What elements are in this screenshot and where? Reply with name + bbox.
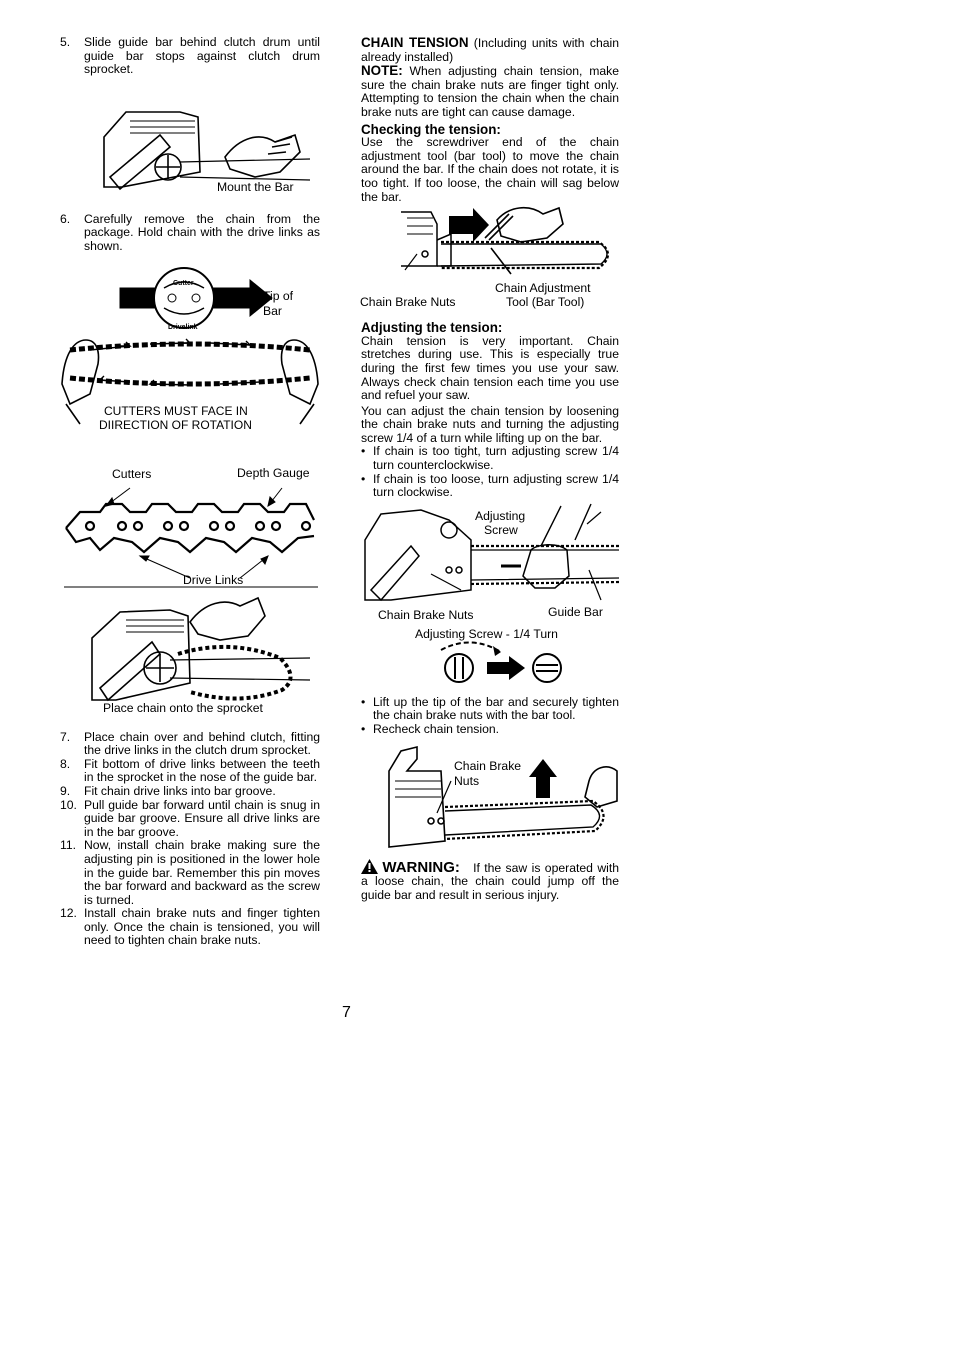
step-number: 9. xyxy=(60,783,71,798)
bullet-text: If chain is too tight, turn adjusting screw 1/4 turn counterclockwise. xyxy=(373,444,619,473)
chain-tension-title: CHAIN TENSION xyxy=(361,35,469,50)
depth-gauge-label: Depth Gauge xyxy=(237,465,310,480)
steps-list xyxy=(60,731,320,949)
bullet-text: Recheck chain tension. xyxy=(373,722,500,737)
cutters-label: Cutters xyxy=(112,466,152,481)
step-8 xyxy=(60,758,320,785)
tip-of-bar-label-line1: Tip of xyxy=(263,288,294,303)
cutters-face-label-line1: CUTTERS MUST FACE IN xyxy=(104,403,248,418)
guide-bar-label: Guide Bar xyxy=(548,604,603,619)
adjusting-title: Adjusting the tension: xyxy=(361,320,503,336)
mount-bar-caption: Mount the Bar xyxy=(217,179,294,194)
step-number: 12. xyxy=(60,906,77,921)
sprocket-caption: Place chain onto the sprocket xyxy=(103,700,263,715)
bullet-too-loose xyxy=(361,473,619,500)
adjusting-paragraph-1: Chain tension is very important. Chain stretches during use. This is especially true during the first few times you use your saw. Always check chain tension each time you use and refuel your saw. xyxy=(361,333,619,403)
bullet-text: If chain is too loose, turn adjusting screw 1/4 turn clockwise. xyxy=(373,471,619,500)
step-number: 6. xyxy=(60,211,71,226)
lift-brake-nuts-label-line2: Nuts xyxy=(454,773,480,788)
step-5 xyxy=(60,36,320,77)
step-number: 10. xyxy=(60,797,77,812)
bullet-too-tight xyxy=(361,445,619,472)
sprocket-figure xyxy=(60,588,320,726)
page-number: 7 xyxy=(342,1004,351,1021)
bullet-dot: • xyxy=(361,471,366,486)
step-11 xyxy=(60,839,320,907)
check-brake-nuts-label: Chain Brake Nuts xyxy=(360,295,456,310)
check-tension-figure xyxy=(361,204,619,320)
right-column xyxy=(361,36,619,902)
adj-brake-nuts-label: Chain Brake Nuts xyxy=(378,607,474,622)
step-text: Place chain over and behind clutch, fitting the drive links in the clutch drum sprocket. xyxy=(84,729,320,758)
step-9 xyxy=(60,785,320,799)
chain-tension-subtitle: (Including units with chain already installed) xyxy=(361,36,619,64)
step-text: Fit chain drive links into bar groove. xyxy=(84,783,276,798)
cutters-face-label-line2: DIIRECTION OF ROTATION xyxy=(99,417,252,432)
step-text: Carefully remove the chain from the package. Hold chain with the drive links as shown. xyxy=(84,211,320,253)
step-number: 5. xyxy=(60,35,71,49)
quarter-turn-label: Adjusting Screw - 1/4 Turn xyxy=(415,626,558,641)
chain-links-figure xyxy=(60,460,320,588)
tip-of-bar-label-line2: Bar xyxy=(263,303,282,318)
warning-label: WARNING: xyxy=(382,858,460,876)
warning-paragraph xyxy=(361,859,619,903)
note-text: When adjusting chain tension, make sure the chain brake nuts are finger tight only. Attempting to tension the chain when the chain brake nuts are tight can cause damage. xyxy=(361,64,620,119)
note-paragraph xyxy=(361,64,619,119)
step-text: Fit bottom of drive links between the teeth in the sprocket in the nose of the guide bar. xyxy=(84,756,320,785)
adjust-screw-figure xyxy=(361,500,619,696)
step-12 xyxy=(60,907,320,948)
step-10 xyxy=(60,799,320,840)
adjusting-paragraph-2: You can adjust the chain tension by loosening the chain brake nuts and turning the adjusting screw 1/4 of a turn while lifting up on the bar. xyxy=(361,403,619,445)
warning-triangle-icon xyxy=(361,859,378,874)
adj-tool-label-line1: Chain Adjustment xyxy=(495,281,591,296)
step-number: 11. xyxy=(60,838,77,853)
bullet-dot: • xyxy=(361,444,366,459)
drivelink-label: Drivelink xyxy=(168,323,198,331)
checking-title: Checking the tension: xyxy=(361,121,501,137)
adj-screw-label-line2: Screw xyxy=(484,522,518,537)
cutter-label: Cutter xyxy=(173,279,194,287)
lift-brake-nuts-label-line1: Chain Brake xyxy=(454,758,522,773)
left-column xyxy=(60,36,320,948)
mount-bar-figure xyxy=(60,77,320,203)
warning-text: If the saw is operated with a loose chain, the chain could jump off the guide bar and result in serious injury. xyxy=(361,860,619,902)
step-text: Pull guide bar forward until chain is snug in guide bar groove. Ensure all drive links are in the bar groove. xyxy=(84,797,320,839)
adj-screw-label-line1: Adjusting xyxy=(475,508,526,523)
bullet-text: Lift up the tip of the bar and securely tighten the chain brake nuts with the bar tool. xyxy=(373,694,619,723)
adj-tool-label-line2: Tool (Bar Tool) xyxy=(506,295,585,310)
checking-text: Use the screwdriver end of the chain adjustment tool (bar tool) to move the chain around the bar. If the chain does not rotate, it is too tight. If too loose, the chain will sag below the bar. xyxy=(361,135,619,204)
bullet-recheck xyxy=(361,723,619,737)
step-6 xyxy=(60,213,320,254)
step-text: Install chain brake nuts and finger tighten only. Once the chain is tensioned, you will need to tighten chain brake nuts. xyxy=(84,906,320,948)
chain-tension-heading xyxy=(361,36,619,64)
chain-handling-figure xyxy=(60,254,320,440)
step-number: 8. xyxy=(60,756,71,771)
bullet-lift-tip xyxy=(361,696,619,723)
step-text: Now, install chain brake making sure the adjusting pin is positioned in the lower hole in the guide bar. Remember this pin moves the bar forward and backward as the screw is turned. xyxy=(84,838,320,907)
lift-bar-figure xyxy=(361,741,619,857)
step-text: Slide guide bar behind clutch drum until guide bar stops against clutch drum sprocket. xyxy=(84,35,320,77)
drive-links-label: Drive Links xyxy=(183,572,244,587)
bullet-dot: • xyxy=(361,694,366,709)
bullet-dot: • xyxy=(361,722,366,737)
note-label: NOTE: xyxy=(361,63,403,79)
step-7 xyxy=(60,731,320,758)
step-number: 7. xyxy=(60,729,71,744)
